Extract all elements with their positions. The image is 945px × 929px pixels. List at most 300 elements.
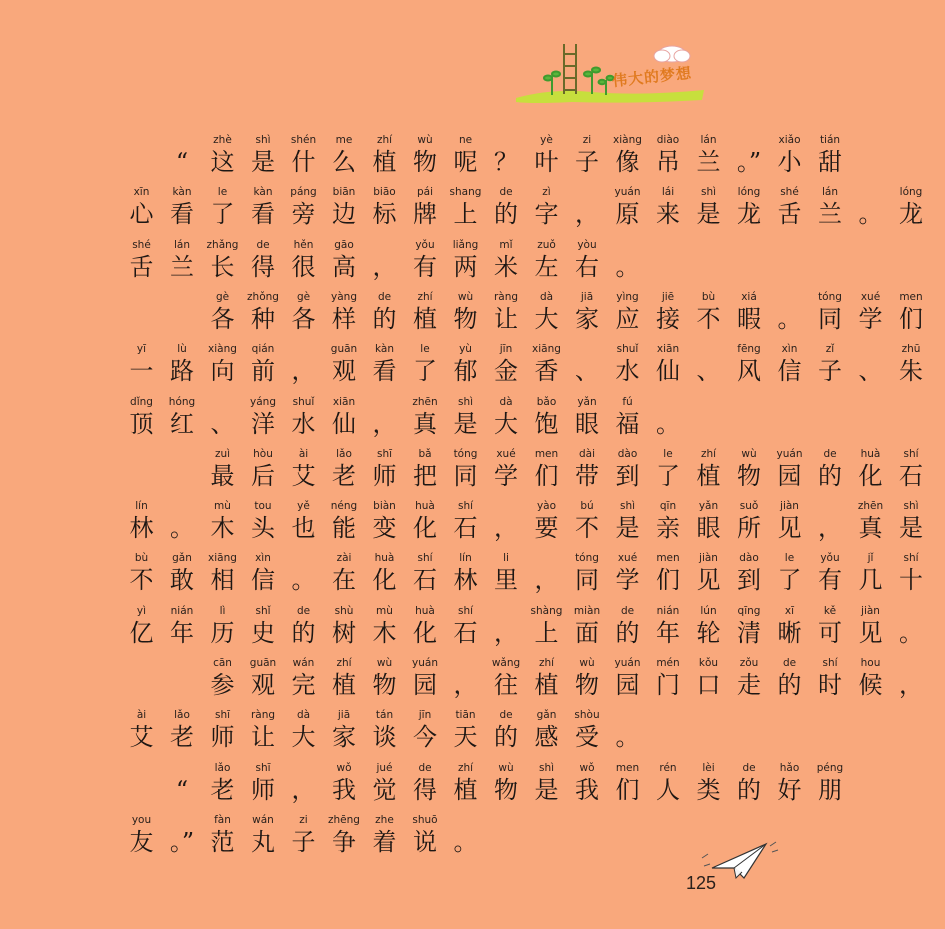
hanzi: 化 [413, 514, 437, 543]
pinyin: yě [297, 500, 310, 513]
pinyin: huà [860, 447, 881, 460]
pinyin: guān [249, 657, 277, 669]
pinyin: shì [903, 500, 919, 513]
hanzi: 友 [129, 827, 154, 856]
hanzi: 的 [615, 618, 640, 647]
hanzi: 亲 [656, 514, 680, 543]
pinyin: miàn [573, 604, 601, 617]
hanzi: 兰 [170, 252, 194, 281]
pinyin: xiàng [613, 134, 642, 146]
pinyin: yáng [250, 395, 276, 408]
pinyin: pái [416, 186, 434, 199]
hanzi: 植 [413, 304, 437, 333]
hanzi: “ [175, 148, 189, 176]
hanzi: 了 [777, 566, 802, 595]
pinyin: fēng [737, 343, 761, 356]
pinyin: bǎo [536, 395, 557, 408]
pinyin: dào [617, 447, 638, 460]
hanzi: 子 [575, 148, 599, 176]
hanzi: 应 [615, 304, 640, 333]
hanzi: 看 [170, 200, 194, 229]
hanzi: 们 [656, 566, 680, 595]
pinyin: zhǎng [206, 238, 239, 251]
hanzi: 吊 [656, 148, 680, 176]
hanzi: 门 [656, 671, 680, 699]
hanzi: 上 [534, 618, 559, 647]
hanzi: 一 [129, 357, 154, 386]
hanzi: 学 [615, 566, 640, 595]
pinyin: dài [578, 447, 596, 460]
hanzi: 类 [696, 775, 721, 804]
hanzi: 、 [575, 357, 599, 386]
hanzi: 上 [453, 200, 478, 229]
hanzi: 走 [737, 671, 761, 699]
hanzi: ， [494, 618, 518, 647]
hanzi: 舌 [777, 200, 802, 229]
pinyin: hǎo [779, 761, 800, 774]
pinyin: yào [536, 500, 557, 513]
pinyin: wù [579, 657, 595, 669]
pinyin: cān [213, 657, 232, 669]
hanzi: 眼 [575, 409, 599, 438]
pinyin: lǎo [214, 761, 231, 774]
hanzi: ， [494, 514, 518, 543]
hanzi: 观 [251, 671, 275, 699]
hanzi: 说 [413, 827, 437, 856]
pinyin: qián [251, 343, 275, 356]
pinyin: yì [136, 604, 147, 617]
hanzi: 向 [210, 357, 235, 386]
pinyin: xiān [332, 395, 356, 408]
hanzi: 大 [494, 409, 518, 438]
pinyin: yǒu [415, 238, 435, 251]
hanzi: 学 [494, 461, 518, 490]
hanzi: 龙 [737, 200, 761, 229]
pinyin: bù [134, 552, 149, 565]
pinyin: li [503, 552, 509, 565]
pinyin: xī [784, 604, 795, 617]
hanzi: ， [372, 409, 397, 438]
hanzi: 了 [656, 461, 680, 490]
hanzi: ， [453, 671, 478, 699]
hanzi: 人 [656, 775, 680, 804]
pinyin: huà [415, 604, 435, 617]
hanzi: 得 [413, 775, 437, 804]
pinyin: xiàng [208, 343, 237, 356]
pinyin: zhí [700, 447, 717, 460]
pinyin: yuán [412, 657, 438, 669]
pinyin: men [534, 447, 559, 460]
pinyin: fàn [214, 813, 231, 826]
hanzi: 的 [372, 304, 397, 333]
pinyin: guān [330, 343, 358, 356]
hanzi: 让 [251, 723, 275, 752]
text-line [0, 290, 923, 343]
pinyin: shàng [530, 604, 563, 617]
pinyin: yù [459, 343, 472, 356]
hanzi: 香 [534, 357, 559, 386]
hanzi: 物 [453, 304, 478, 333]
pinyin: shī [255, 761, 271, 774]
hanzi: 老 [170, 723, 194, 752]
pinyin: shí [417, 552, 433, 565]
pinyin: bú [580, 500, 594, 513]
hanzi: 十 [899, 566, 923, 595]
text-line [0, 343, 923, 395]
pinyin: dào [739, 552, 759, 565]
pinyin: jiàn [699, 552, 718, 565]
hanzi: 是 [251, 148, 275, 176]
hanzi: 石 [413, 566, 437, 595]
pinyin: tou [254, 500, 272, 513]
pinyin: bǎ [418, 447, 432, 460]
pinyin: dǐng [130, 395, 153, 408]
hanzi: 看 [372, 357, 397, 386]
text-line [0, 500, 923, 552]
text-line [0, 552, 923, 604]
text-line [0, 239, 800, 291]
pinyin: you [131, 813, 152, 826]
pinyin: xué [496, 447, 516, 460]
hanzi: 是 [453, 409, 478, 438]
hanzi: 。 [453, 827, 478, 856]
hanzi: 见 [777, 514, 802, 543]
hanzi: 朱 [899, 357, 923, 386]
hanzi: 相 [210, 566, 235, 595]
pinyin: le [784, 552, 795, 565]
hanzi: 看 [251, 200, 275, 229]
pinyin: ài [298, 447, 309, 460]
pinyin: shé [132, 238, 151, 251]
hanzi: 大 [291, 723, 316, 752]
hanzi: 、 [210, 409, 235, 438]
hanzi: 牌 [413, 200, 437, 229]
hanzi: 年 [656, 618, 680, 647]
pinyin: ràng [493, 290, 519, 303]
hanzi: 艾 [129, 723, 154, 752]
hanzi: 不 [696, 304, 721, 333]
pinyin: jiàn [861, 604, 880, 617]
hanzi: 这 [210, 148, 235, 176]
hanzi: 的 [291, 618, 316, 647]
pinyin: xiān [656, 343, 680, 356]
hanzi: 着 [372, 827, 397, 856]
hanzi: 右 [575, 252, 599, 281]
pinyin: jīn [418, 709, 432, 722]
pinyin: de [377, 290, 392, 303]
hanzi: 物 [372, 671, 397, 699]
pinyin: zhū [901, 343, 921, 356]
pinyin: zì [542, 186, 551, 199]
hanzi: 变 [372, 514, 397, 543]
hanzi: 兰 [696, 148, 721, 176]
pinyin: yǒu [820, 552, 840, 565]
pinyin: qīng [737, 604, 761, 617]
pinyin: gāo [334, 238, 354, 251]
hanzi: 今 [413, 723, 437, 752]
hanzi: 头 [251, 514, 275, 543]
pinyin: nián [656, 604, 680, 617]
pinyin: shí [822, 657, 838, 669]
hanzi: 带 [575, 461, 599, 490]
hanzi: ， [899, 671, 923, 699]
hanzi: 。 [777, 304, 802, 333]
hanzi: 是 [696, 200, 721, 229]
pinyin: shén [290, 134, 317, 146]
pinyin: wǒ [336, 761, 352, 774]
pinyin: men [615, 761, 640, 774]
hanzi: 不 [129, 566, 154, 595]
pinyin: néng [330, 500, 358, 513]
hanzi: 子 [291, 827, 316, 856]
pinyin: yuán [614, 657, 641, 669]
hanzi: 年 [170, 618, 194, 647]
hanzi: 甜 [818, 148, 842, 176]
pinyin: shù [334, 604, 354, 617]
hanzi: 家 [575, 304, 599, 333]
pinyin: lǎo [174, 709, 190, 722]
hanzi: 。 [899, 618, 923, 647]
pinyin: le [663, 447, 673, 460]
pinyin: shí [903, 447, 919, 460]
hanzi: ， [818, 514, 842, 543]
pinyin: me [335, 134, 353, 146]
pinyin: yàng [331, 290, 357, 303]
pinyin: zhí [336, 657, 352, 669]
pinyin: ne [458, 134, 473, 146]
hanzi: 最 [210, 461, 235, 490]
hanzi: 么 [332, 148, 356, 176]
hanzi: 。 [170, 514, 194, 543]
pinyin: nián [170, 604, 194, 617]
hanzi: 大 [534, 304, 559, 333]
pinyin: de [499, 709, 513, 722]
hanzi: 洋 [251, 409, 275, 438]
hanzi: 得 [251, 252, 275, 281]
hanzi: 真 [858, 514, 883, 543]
hanzi: 见 [858, 618, 883, 647]
pinyin: liǎng [452, 238, 479, 251]
hanzi: 的 [737, 775, 761, 804]
hanzi: 园 [777, 461, 802, 490]
hanzi: 树 [332, 618, 356, 647]
hanzi: 两 [453, 252, 478, 281]
pinyin: jiā [337, 709, 351, 722]
pinyin: diào [656, 134, 680, 146]
pinyin: yuán [776, 447, 803, 460]
hanzi: 、 [858, 357, 883, 386]
hanzi: 们 [899, 304, 923, 333]
text-line [0, 761, 844, 814]
hanzi: 林 [453, 566, 478, 595]
hanzi: 。 [615, 252, 640, 281]
hanzi: 里 [494, 566, 518, 595]
pinyin: péng [816, 761, 844, 774]
hanzi: 像 [615, 148, 640, 176]
hanzi: ， [575, 200, 599, 229]
hanzi: 路 [170, 357, 194, 386]
pinyin: yè [540, 134, 553, 146]
hanzi: 仙 [332, 409, 356, 438]
pinyin: gǎn [172, 552, 192, 565]
pinyin: de [296, 604, 311, 617]
hanzi: 。 [858, 200, 883, 229]
hanzi: 植 [453, 775, 478, 804]
pinyin: zuǒ [537, 238, 556, 251]
hanzi: 舌 [129, 252, 154, 281]
hanzi: 的 [777, 671, 802, 699]
pinyin: de [782, 657, 797, 669]
hanzi: 左 [534, 252, 559, 281]
pinyin: shí [457, 500, 474, 513]
pinyin: xiǎo [778, 134, 801, 146]
hanzi: 让 [494, 304, 518, 333]
pinyin: biān [332, 186, 356, 199]
pinyin: wǒ [579, 761, 595, 774]
hanzi: 。” [736, 148, 762, 176]
pinyin: shī [214, 709, 231, 722]
hanzi: 呢 [453, 148, 478, 176]
pinyin: lín [135, 500, 148, 513]
hanzi: 仙 [656, 357, 680, 386]
pinyin: mù [376, 604, 393, 617]
pinyin: zǒu [739, 657, 759, 669]
pinyin: de [418, 761, 432, 774]
hanzi: 旁 [291, 200, 316, 229]
hanzi: 完 [291, 671, 316, 699]
hanzi: 红 [170, 409, 194, 438]
hanzi: 把 [413, 461, 437, 490]
hanzi: 同 [575, 566, 599, 595]
hanzi: 。 [615, 723, 640, 752]
pinyin: jiàn [780, 500, 799, 513]
hanzi: ， [372, 252, 397, 281]
hanzi: 很 [291, 252, 316, 281]
hanzi: 时 [818, 671, 842, 699]
pinyin: le [420, 343, 430, 356]
pinyin: gǎn [536, 709, 557, 722]
pinyin: zài [336, 552, 352, 565]
hanzi: 不 [575, 514, 599, 543]
pinyin: tóng [818, 290, 842, 303]
pinyin: mén [656, 657, 680, 669]
pinyin: biàn [373, 500, 396, 513]
pinyin: gè [215, 290, 230, 303]
pinyin: lǎo [336, 447, 352, 460]
hanzi: 后 [251, 461, 275, 490]
pinyin: lóng [737, 186, 761, 199]
pinyin: tóng [575, 552, 599, 565]
hanzi: 化 [413, 618, 437, 647]
pinyin: shì [619, 500, 636, 513]
hanzi: ？ [494, 148, 518, 176]
hanzi: 的 [818, 461, 842, 490]
hanzi: 前 [251, 357, 275, 386]
hanzi: 我 [575, 775, 599, 804]
pinyin: zhe [375, 813, 394, 826]
hanzi: 师 [251, 775, 275, 804]
hanzi: 顶 [129, 409, 154, 438]
hanzi: 要 [534, 514, 559, 543]
pinyin: men [656, 552, 680, 565]
text-line [0, 186, 923, 238]
hanzi: 子 [818, 357, 842, 386]
pinyin: shì [255, 134, 271, 146]
pinyin: zi [299, 813, 308, 826]
hanzi: 暇 [737, 304, 761, 333]
pinyin: shòu [574, 709, 600, 722]
pinyin: rén [659, 761, 677, 774]
hanzi: 了 [210, 200, 235, 229]
pinyin: shì [538, 761, 555, 774]
pinyin: zi [582, 134, 592, 146]
pinyin: wǎng [491, 657, 521, 669]
hanzi: 什 [291, 148, 316, 176]
hanzi: 各 [291, 304, 316, 333]
hanzi: 的 [494, 200, 518, 229]
hanzi: 金 [494, 357, 518, 386]
pinyin: mǐ [499, 238, 513, 251]
hanzi: 植 [696, 461, 721, 490]
pinyin: de [823, 447, 837, 460]
hanzi: 风 [737, 357, 761, 386]
hanzi: 观 [332, 357, 356, 386]
pinyin: yǎn [577, 395, 597, 408]
pinyin: wù [741, 447, 757, 460]
hanzi: 植 [372, 148, 397, 176]
hanzi: 接 [656, 304, 680, 333]
pinyin: shī [376, 447, 393, 460]
pinyin: men [899, 290, 923, 303]
hanzi: 标 [372, 200, 397, 229]
hanzi: 郁 [453, 357, 478, 386]
hanzi: 的 [494, 723, 518, 752]
header-title: 伟大的梦想 [611, 63, 693, 91]
hanzi: 福 [615, 409, 640, 438]
hanzi: 老 [332, 461, 356, 490]
hanzi: 高 [332, 252, 356, 281]
pinyin: yǎn [698, 500, 719, 513]
hanzi: 了 [413, 357, 437, 386]
pinyin: jīn [499, 343, 513, 356]
pinyin: xué [860, 290, 881, 303]
pinyin: zhí [417, 290, 433, 303]
hanzi: 、 [696, 357, 721, 386]
hanzi: 化 [372, 566, 397, 595]
text-line [0, 657, 923, 709]
hanzi: 样 [332, 304, 356, 333]
hanzi: 是 [534, 775, 559, 804]
pinyin: shang [449, 186, 482, 199]
pinyin: qīn [659, 500, 677, 513]
pinyin: lù [177, 343, 187, 356]
pinyin: kǒu [698, 657, 719, 669]
pinyin: hòu [253, 447, 273, 460]
pinyin: xué [617, 552, 638, 565]
page-number: 125 [686, 873, 717, 893]
pinyin: lán [173, 238, 190, 251]
text-line [0, 814, 800, 866]
hanzi: 感 [534, 723, 559, 752]
hanzi: “ [175, 775, 189, 804]
pinyin: yòu [577, 238, 597, 251]
hanzi: 到 [615, 461, 640, 490]
hanzi: 饱 [534, 409, 559, 438]
hanzi: 师 [372, 461, 397, 490]
text-line [0, 604, 923, 657]
hanzi: 原 [615, 200, 640, 229]
hanzi: ， [291, 357, 316, 386]
